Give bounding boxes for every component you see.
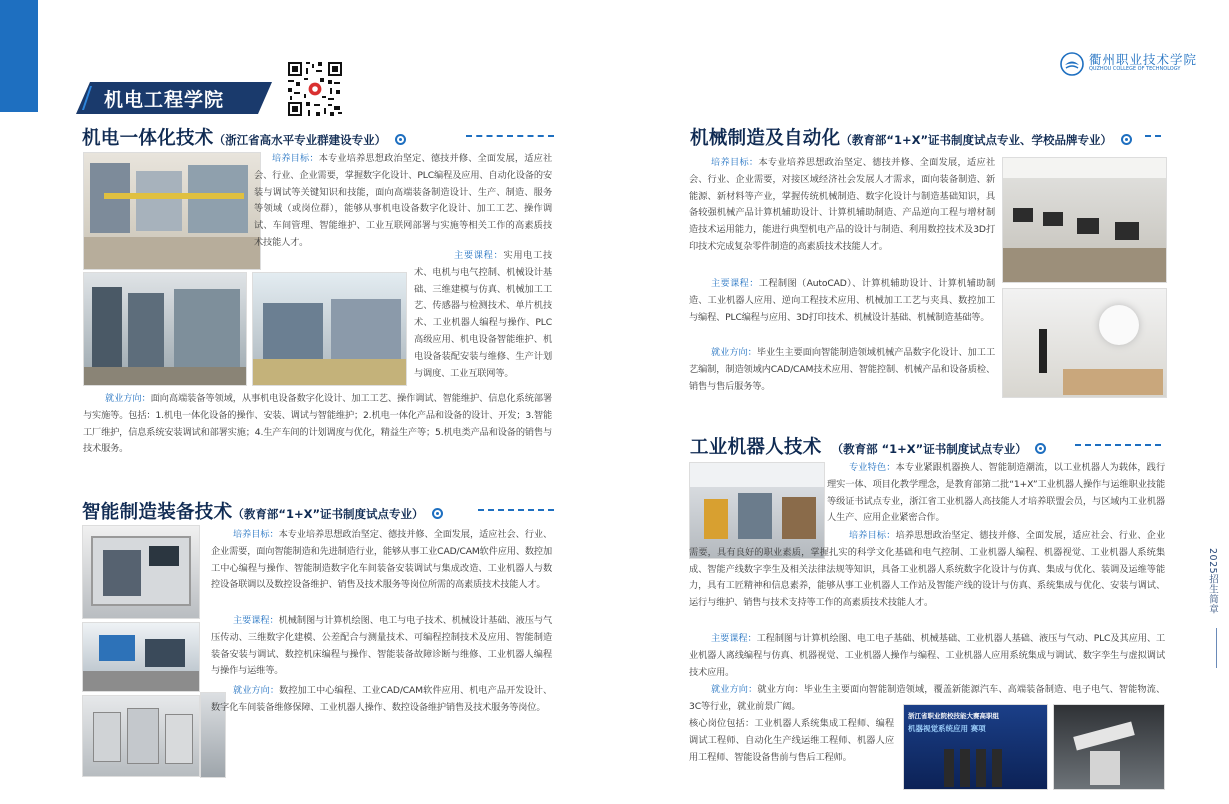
mechatronics-courses: 主要课程：实用电工技术、电机与电气控制、机械设计基础、三维建模与仿真、机械加工工艺、传感器与检测技术、单片机技术、工业机器人编程与操作、PLC高级应用、机电设备智能维护、机电设备装配安装与维修、生产计划与调度、工业互联网等。 (414, 250, 553, 379)
department-banner (76, 82, 272, 114)
photo-robot-arm (1053, 704, 1165, 790)
side-label: 2025招生简章 (1207, 548, 1218, 615)
photo-competition-banner (903, 704, 1048, 790)
section-dash (1145, 135, 1161, 137)
bullet-ring-icon (1121, 134, 1132, 145)
section-title-mechatronics: 机电一体化技术（浙江省高水平专业群建设专业） (82, 124, 406, 150)
photo-cad-lab (1002, 157, 1167, 283)
college-name-cn: 衢州职业技术学院 (1089, 52, 1198, 67)
section-title-mech-mfg: 机械制造及自动化（教育部“1+X”证书制度试点专业、学校品牌专业） (690, 124, 1132, 150)
mech-mfg-jobs: 就业方向：毕业生主要面向智能制造领域机械产品数字化设计、加工工艺编制，制造领域内CAD/CAM技术应用、智能控制、机械产品和设备质检、销售与售后服务等。 (689, 347, 995, 392)
robot-courses: 主要课程：工程制图与计算机绘图、电工电子基础、机械基础、工业机器人基础、液压与气动、PLC及其应用、工业机器人离线编程与仿真、机器视觉、工业机器人操作与编程、工业机器人应用系统集成与调试、数字孪生与虚拟调试技术应用。 (689, 633, 1165, 678)
section-dash (466, 135, 554, 137)
photo-cnc-machine (82, 525, 200, 619)
banner-line-1: 浙江省职业院校技能大赛高职组 (908, 712, 999, 720)
section-dash (1075, 444, 1161, 446)
smart-mfg-goal: 培养目标：本专业培养思想政治坚定、德技并修、全面发展，适应社会、行业、企业需要，面向智能制造和先进制造行业，能够从事工业CAD/CAM软件应用、数控加工中心编程与操作、智能制造数字化车间装备安装调试与集成改造、工业机器人与数控设备联调以及数控设备维护、销售及技术服务等岗位所需的高素质技术技能人才。 (211, 529, 553, 591)
section-title-smart-mfg: 智能制造装备技术（教育部“1+X”证书制度试点专业） (82, 498, 443, 524)
smart-mfg-courses: 主要课程：机械制图与计算机绘图、电工与电子技术、机械设计基础、液压与气压传动、三维数字化建模、公差配合与测量技术、可编程控制技术及应用、智能制造装备安装与调试、数控机床编程与操作、智能装备故障诊断与维修、工业机器人编程与操作与运维等。 (211, 615, 553, 677)
section-dash (478, 509, 554, 511)
photo-software-lab (82, 622, 200, 692)
corner-stripe (0, 0, 38, 112)
college-logo (1060, 50, 1210, 78)
smart-mfg-jobs: 就业方向：数控加工中心编程、工业CAD/CAM软件应用、机电产品开发设计、数字化车间装备维修保障、工业机器人操作、数控设备维护销售及技术服务等岗位。 (211, 685, 552, 713)
banner-line-2: 机器视觉系统应用 赛项 (908, 724, 986, 733)
college-emblem-icon (1060, 52, 1084, 76)
bullet-ring-icon (395, 134, 406, 145)
mechatronics-goal: 培养目标：本专业培养思想政治坚定、德技并修、全面发展，适应社会、行业、企业需要，掌握数字化设计、PLC编程及应用、自动化设备的安装与调试等关键知识和技能，面向高端装备制造设计、生产、制造、服务等领域（或岗位群），能够从事机电设备数字化设计、加工工艺、操作调试、车间管理、智能维护、工业互联网部署与实施等相关工作的高素质技术技能人才。 (254, 153, 553, 248)
department-title: 机电工程学院 (104, 89, 225, 111)
robot-feature: 专业特色：本专业紧跟机器换人、智能制造潮流，以工业机器人为载体，践行理实一体、项目化教学理念，是教育部第二批“1+X”工业机器人操作与运维职业技能等级证书试点专业，浙江省工业机器人高技能人才培养联盟会员，与区域内工业机器人生产、应用企业紧密合作。 (827, 462, 1165, 524)
qr-code[interactable] (286, 60, 344, 118)
robot-jobs: 就业方向：就业方向：毕业生主要面向智能制造领域，覆盖新能源汽车、高端装备制造、电子电气、智能物流、3C等行业，就业前景广阔。 (689, 684, 1166, 712)
side-divider (1216, 628, 1217, 668)
robot-posts: 核心岗位包括：工业机器人系统集成工程师、编程调试工程师、自动化生产线运维工程师、机器人应用工程师、智能设备售前与售后工程师。 (689, 718, 894, 763)
photo-mechatronics-lab-2 (83, 272, 247, 386)
bullet-ring-icon (1035, 443, 1046, 454)
bullet-ring-icon (432, 508, 443, 519)
photo-3d-printing (1002, 288, 1167, 398)
photo-mechatronics-lab-1 (83, 152, 261, 270)
mech-mfg-courses: 主要课程：工程制图（AutoCAD）、计算机辅助设计、计算机辅助制造、工业机器人应用、逆向工程技术应用、机械加工工艺与夹具、数控加工与编程、PLC编程与应用、3D打印技术、机械设计基础、机械制造基础等。 (689, 278, 995, 323)
section-title-robot: 工业机器人技术 （教育部 “1+X”证书制度试点专业） (690, 433, 1046, 459)
robot-goal: 培养目标：培养思想政治坚定、德技并修、全面发展，适应社会、行业、企业需要，具有良好的职业素质，掌握扎实的科学文化基础和电气控制、工业机器人编程、机器视觉、工业机器人系统集成、智能产线数字孪生及相关法律法规等知识，具备工业机器人系统数字化设计与仿真、集成与优化、装调及运维等能力，具有工匠精神和信息素养，能够从事工业机器人工作站及智能产线的设计与仿真、系统集成与优化、安装与调试、运行与维护、销售与技术支持等工作的高素质技术技能人才。 (689, 530, 1165, 609)
photo-mechatronics-students (252, 272, 407, 386)
photo-workshop (82, 695, 200, 777)
mechatronics-jobs: 就业方向：面向高端装备等领域，从事机电设备数字化设计、加工工艺、操作调试、智能维护、信息化系统部署与实施等。包括：1.机电一体化设备的操作、安装、调试与智能维护；2.机电一体化产品和设备的设计、开发；3.智能工厂维护，信息系统安装调试和部署实施；4.生产车间的计划调度与优化，精益生产等；5.机电类产品和设备的销售与技术服务。 (83, 393, 552, 455)
mech-mfg-goal: 培养目标：本专业培养思想政治坚定、德技并修、全面发展，适应社会、行业、企业需要，对接区域经济社会发展人才需求，面向装备制造、新能源、新材料等产业，掌握传统机械制造、数字化设计与制造基础知识，具备较强机械产品计算机辅助设计、计算机辅助制造、产品逆向工程与增材制造技术运用能力，能进行典型机电产品的设计与制造、利用数控技术及3D打印技术完成复杂零件制造的高素质技术技能人才。 (689, 157, 996, 252)
college-name-en: QUZHOU COLLEGE OF TECHNOLOGY (1089, 66, 1181, 72)
